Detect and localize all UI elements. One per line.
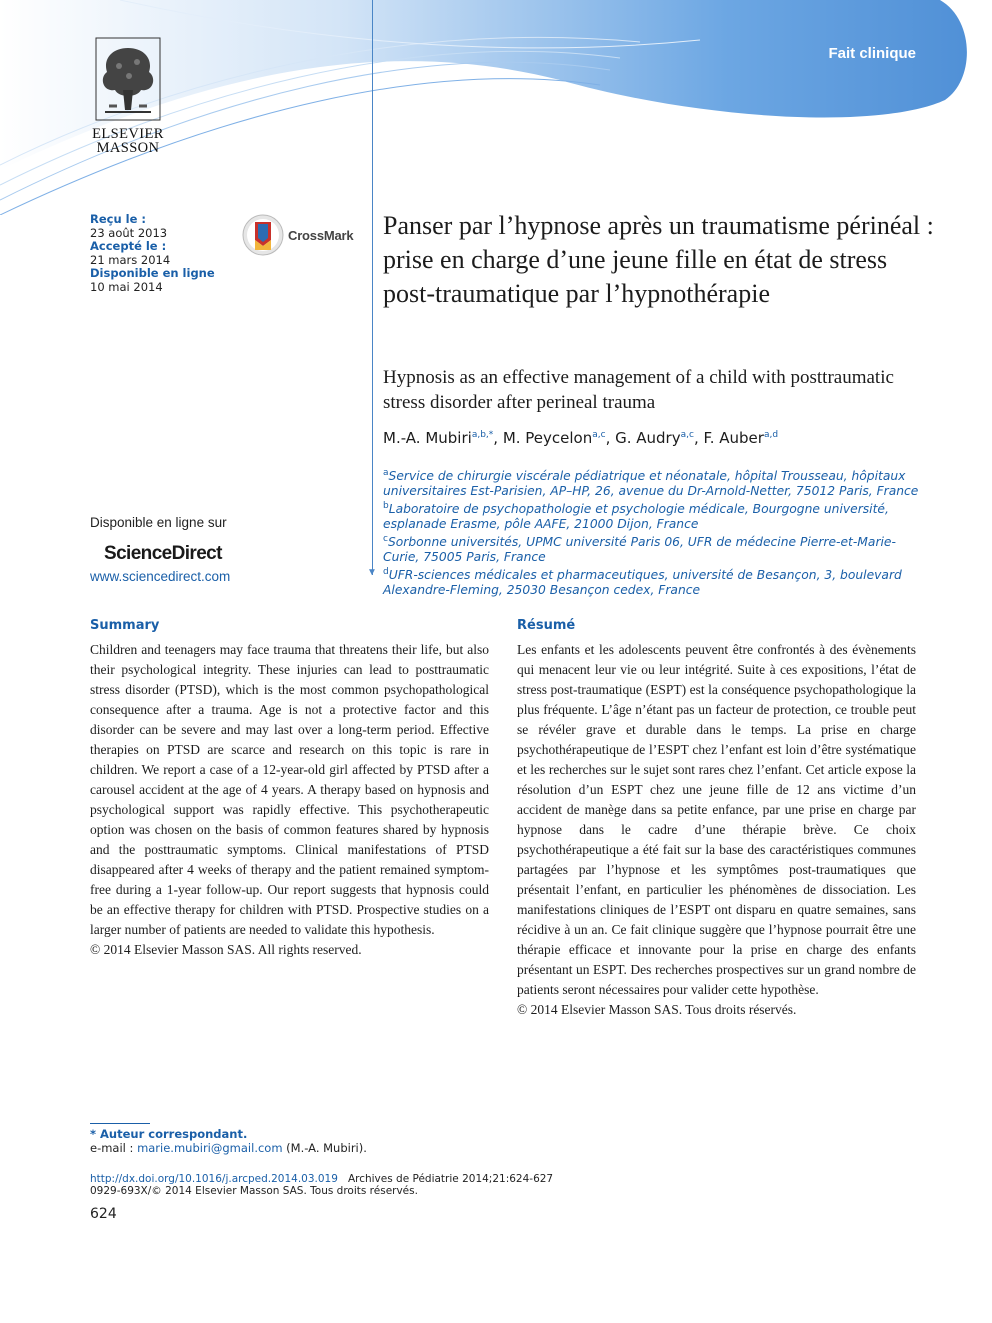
logo-line-1: ELSEVIER (92, 126, 164, 142)
author-affil-sup: a,c (680, 430, 694, 440)
summary-copyright: © 2014 Elsevier Masson SAS. All rights reserved. (90, 942, 362, 957)
author-affil-sup: a,d (763, 430, 779, 440)
affiliation-item (383, 532, 928, 565)
resume-heading: Résumé (517, 618, 576, 633)
summary-body (90, 640, 489, 960)
arrow-down-icon: ▼ (367, 567, 377, 578)
article-dates (90, 213, 215, 295)
vertical-divider (372, 0, 373, 575)
elsevier-logo (88, 36, 168, 155)
affiliation-item (383, 499, 928, 532)
affiliation-text: UFR-sciences médicales et pharmaceutiques, université de Besançon, 3, boulevard Alexandre-Fleming, 25030 Besançon cedex, France (383, 568, 902, 598)
issn-line: 0929-693X/© 2014 Elsevier Masson SAS. Tous droits réservés. (90, 1185, 418, 1197)
online-label: Disponible en ligne (90, 266, 215, 281)
email-link[interactable]: marie.mubiri@gmail.com (137, 1141, 283, 1155)
article-title-en: Hypnosis as an effective management of a child with posttraumatic stress disorder after perineal trauma (383, 367, 894, 413)
affiliation-text: Service de chirurgie viscérale pédiatrique et néonatale, hôpital Trousseau, hôpitaux universitaires Est-Parisien, AP–HP, 26, avenue du Dr-Arnold-Netter, 75012 Paris, France (383, 469, 919, 499)
elsevier-tree-icon (93, 36, 163, 122)
received-value: 23 août 2013 (90, 225, 168, 240)
resume-paragraph: Les enfants et les adolescents peuvent être confrontés à des évènements qui menacent leur vie ou leur intégrité. Suite à ces expositions, l’état de stress post-traumatique (ESPT) est la conséquence psychopathologique la plus fréquente. L’âge n’étant pas un facteur de protection, ce trouble peut se révéler grave et durable dans le temps. La prise en charge psychothérapeutique de l’ESPT chez l’enfant est loin d’être systématique et les recherches sur le sujet sont rares chez l’enfant. Cet article expose la résolution d’un ESPT chez une jeune fille de 12 ans victime d’un accident de manège dans sa petite enfance, par une prise en charge par hypnose dans le cadre d’une thérapie brève. Ce choix psychothérapeutique a été fait sur la base des caractéristiques communes partagées par l’hypnose et les symptômes post-traumatiques que présentait l’enfant, en particulier les phénomènes de dissociation. Les manifestations cliniques de l’ESPT ont disparu en quatre semaines, sans récidive à un an. Ce fait clinique suggère que l’hypnose pourrait être une thérapie efficace et innovante pour la prise en charge des enfants présentant un ESPT. Des recherches prospectives sur un grand nombre de patients seront nécessaires pour valider cette hypothèse. (517, 642, 916, 997)
article-title-fr: Panser par l’hypnose après un traumatisme périnéal : prise en charge d’une jeune fille en état de stress post-traumatique par l’hypnothérapie (383, 211, 934, 308)
sciencedirect-link[interactable]: www.sciencedirect.com (90, 569, 231, 584)
availability-label: Disponible en ligne sur (90, 515, 227, 530)
crossmark-icon (242, 214, 284, 256)
email-suffix: (M.-A. Mubiri). (282, 1141, 367, 1155)
author-separator: , (605, 429, 616, 447)
author-name[interactable]: F. Auber (703, 429, 764, 447)
author-list (383, 429, 778, 447)
resume-body (517, 640, 916, 1020)
footnote-rule (90, 1123, 150, 1124)
author-affil-sup: a,c (592, 430, 606, 440)
doi-line (90, 1173, 553, 1185)
crossmark-badge[interactable] (242, 214, 353, 256)
section-tag: Fait clinique (828, 45, 916, 62)
author-name[interactable]: G. Audry (615, 429, 681, 447)
summary-paragraph: Children and teenagers may face trauma that threatens their life, but also their psychological integrity. These injuries can lead to posttraumatic stress disorder (PTSD), which is the most common psychopathological consequence after a trauma. Age is not a protective factor and this disorder can be severe and may last over a long-term period. Effective therapies on PTSD are scarce and research on this topic is rare in children. We report a case of a 12-year-old girl affected by PTSD after a carousel accident at the age of 4 years. A therapy based on hypnosis and psychological support was rapidly effective. This psychotherapeutic option was chosen on the basis of common features shared by hypnosis and the posttraumatic symptoms. Clinical manifestations of PTSD disappeared after 4 weeks of therapy and the patient remained symptom-free during a 1-year follow-up. Our report suggests that hypnosis could be an effective therapy for children with PTSD. Prospective studies on a larger number of patients are needed to validate this hypothesis. (90, 642, 489, 937)
logo-line-2: MASSON (96, 140, 160, 156)
affiliation-key: d (383, 567, 389, 578)
email-label: e-mail : (90, 1141, 138, 1155)
affiliation-list (383, 466, 928, 598)
affiliation-key: c (383, 534, 388, 545)
affiliation-text: Sorbonne universités, UPMC université Paris 06, UFR de médecine Pierre-et-Marie-Curie, 75005 Paris, France (383, 535, 896, 565)
journal-ref: Archives de Pédiatrie 2014;21:624-627 (347, 1173, 554, 1185)
summary-heading: Summary (90, 618, 160, 633)
author-separator: , (693, 429, 704, 447)
doi-link[interactable]: http://dx.doi.org/10.1016/j.arcped.2014.03.019 (90, 1173, 338, 1185)
affiliation-item (383, 466, 928, 499)
corresponding-author-label: * Auteur correspondant. (90, 1127, 248, 1141)
corresponding-email (90, 1141, 367, 1155)
author-name[interactable]: M.-A. Mubiri (383, 429, 472, 447)
affiliation-key: a (383, 468, 389, 478)
author-affil-sup: a,b,* (471, 430, 494, 440)
resume-copyright: © 2014 Elsevier Masson SAS. Tous droits réservés. (517, 1002, 797, 1017)
author-separator: , (493, 429, 503, 447)
sciencedirect-logo: ScienceDirect (104, 543, 222, 564)
accepted-label: Accepté le : (90, 239, 167, 254)
crossmark-label: CrossMark (288, 227, 354, 243)
page-number: 624 (90, 1206, 117, 1222)
accepted-value: 21 mars 2014 (90, 252, 171, 267)
received-label: Reçu le : (90, 212, 147, 226)
author-name[interactable]: M. Peycelon (502, 429, 593, 447)
affiliation-item (383, 565, 928, 598)
affiliation-text: Laboratoire de psychopathologie et psychologie médicale, Bourgogne université, esplanade Erasme, pôle AAFE, 21000 Dijon, France (383, 502, 889, 532)
affiliation-key: b (383, 501, 389, 512)
online-value: 10 mai 2014 (90, 279, 163, 294)
